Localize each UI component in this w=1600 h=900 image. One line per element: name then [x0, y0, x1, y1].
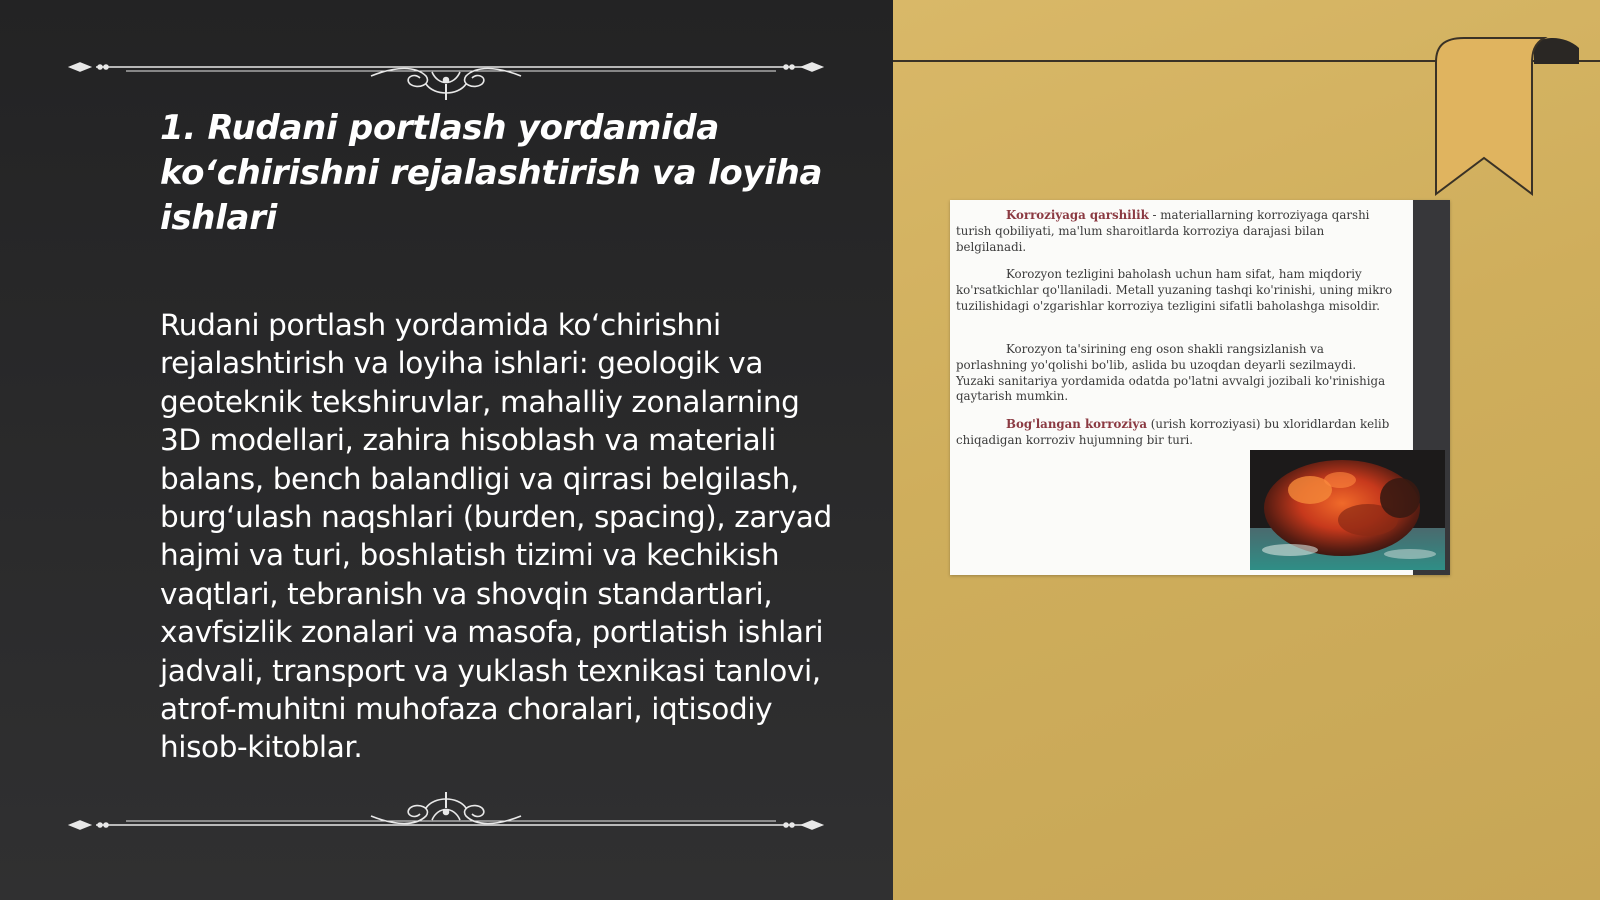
doc-paragraph-1-text: - materiallarning korroziyaga qarshi turish qobiliyati, ma'lum sharoitlarda korroziya darajasi bilan belgilanadi.	[956, 208, 1370, 254]
doc-paragraph-1	[956, 208, 1396, 255]
doc-paragraph-2-text: Korozyon tezligini baholash uchun ham sifat, ham miqdoriy ko'rsatkichlar qo'llaniladi. Metall yuzaning tashqi ko'rinishi, uning mikro tuzilishidagi o'zgarishlar korroziya tezligini sifatli baholashga misoldir.	[956, 267, 1393, 313]
doc-paragraph-4	[956, 417, 1396, 449]
doc-paragraph-4-text: (urish korroziyasi) bu xloridlardan kelib chiqadigan korroziv hujumning bir turi.	[956, 417, 1390, 447]
doc-paragraph-3	[956, 342, 1396, 405]
scroll-divider-ornament-top	[66, 40, 826, 100]
scroll-divider-ornament-bottom	[66, 772, 826, 832]
doc-term-1: Korroziyaga qarshilik	[1006, 208, 1149, 222]
slide-title: 1. Rudani portlash yordamida ko‘chirishni rejalashtirish va loyiha ishlari	[160, 108, 823, 238]
corroded-metal-photo	[1250, 450, 1445, 570]
doc-paragraph-3-text: Korozyon ta'sirining eng oson shakli rangsizlanish va porlashning yo'qolishi bo'lib, aslida bu uzoqdan deyarli sezilmaydi. Yuzaki sanitariya yordamida odatda po'latni avvalgi jozibali ko'rinishiga qaytarish mumkin.	[956, 342, 1386, 404]
document-image	[950, 200, 1450, 575]
doc-term-2: Bog'langan korroziya	[1006, 417, 1147, 431]
slide-body-text: Rudani portlash yordamida ko‘chirishni rejalashtirish va loyiha ishlari: geologik va geoteknik tekshiruvlar, mahalliy zonalarning 3D modellari, zahira hisoblash va materiali balans, bench balandligi va qirrasi belgilash, burg‘ulash naqshlari (burden, spacing), zaryad hajmi va turi, boshlatish tizimi va kechikish vaqtlari, tebranish va shovqin standartlari, xavfsizlik zonalari va masofa, portlatish ishlari jadvali, transport va yuklash texnikasi tanlovi, atrof-muhitni muhofaza choralari, iqtisodiy hisob-kitoblar.	[160, 308, 832, 765]
bookmark-ribbon-icon	[1434, 34, 1584, 199]
doc-paragraph-2	[956, 267, 1396, 314]
